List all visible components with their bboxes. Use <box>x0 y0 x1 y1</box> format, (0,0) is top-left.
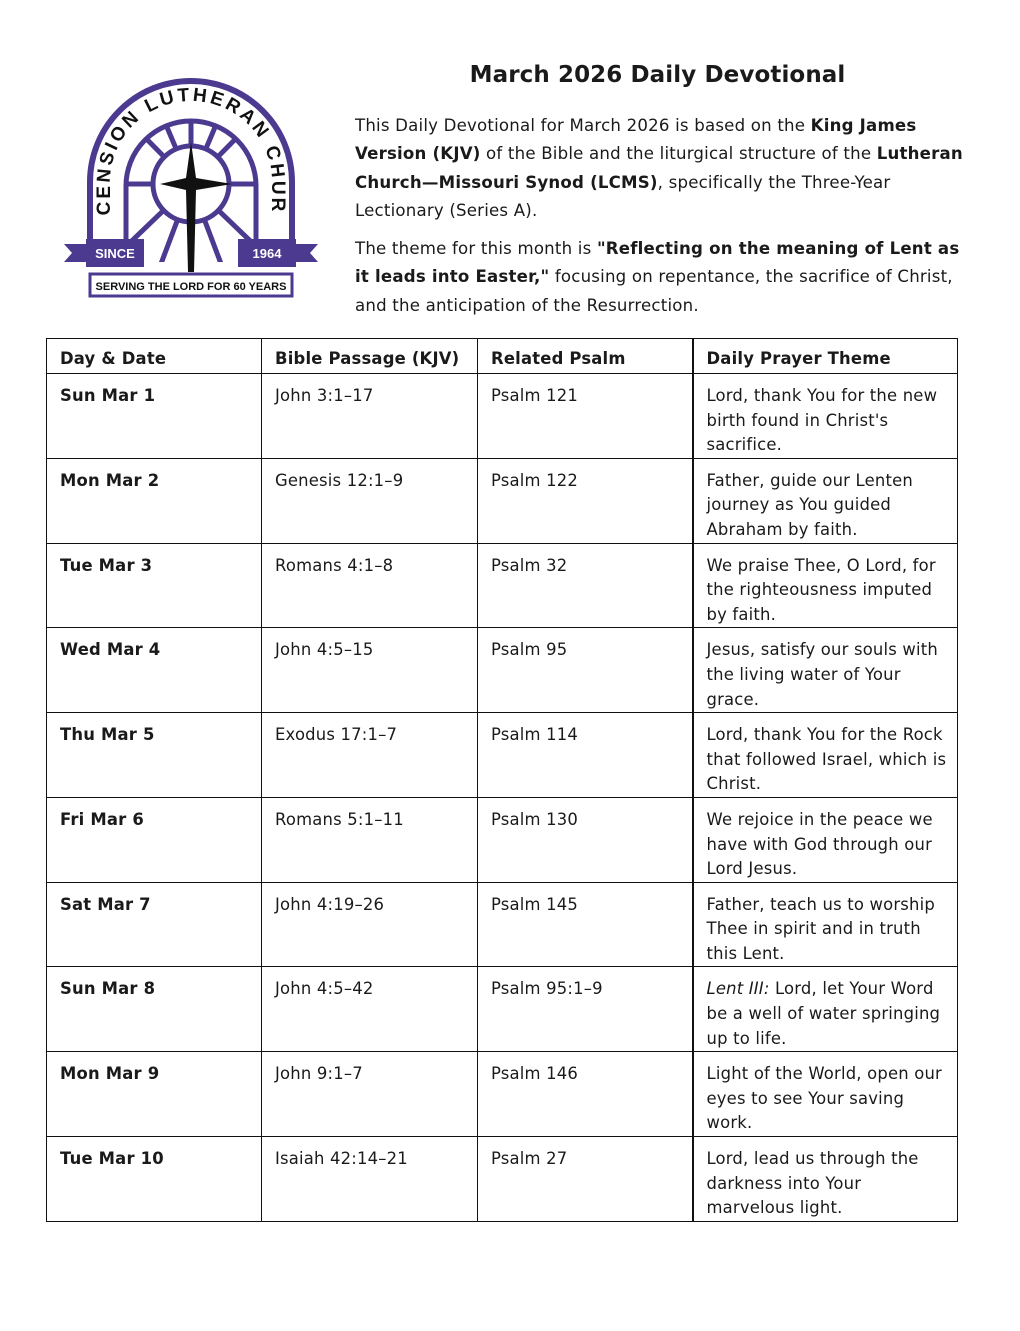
passage-cell: John 9:1–7 <box>262 1052 478 1137</box>
passage-cell: John 4:5–15 <box>262 628 478 713</box>
ribbon-tail-left <box>64 244 88 262</box>
day-cell: Mon Mar 2 <box>47 458 262 543</box>
prayer-cell <box>693 628 958 713</box>
prayer-text: Father, guide our Lenten journey as You guided Abraham by faith. <box>706 470 913 539</box>
prayer-text: Lord, thank You for the new birth found in Christ's sacrifice. <box>706 386 938 455</box>
passage-cell: Romans 5:1–11 <box>262 797 478 882</box>
prayer-cell <box>693 713 958 798</box>
table-row <box>47 713 958 798</box>
header-related-psalm: Related Psalm <box>478 339 693 374</box>
table-row <box>47 967 958 1052</box>
passage-cell: John 4:5–42 <box>262 967 478 1052</box>
day-cell: Mon Mar 9 <box>47 1052 262 1137</box>
day-cell: Sat Mar 7 <box>47 882 262 967</box>
passage-cell: John 3:1–17 <box>262 374 478 459</box>
prayer-text: We rejoice in the peace we have with God through our Lord Jesus. <box>706 809 933 879</box>
church-logo-emblem <box>60 62 322 302</box>
table-row <box>47 1052 958 1137</box>
prayer-cell <box>693 967 958 1052</box>
psalm-cell: Psalm 32 <box>478 543 693 628</box>
day-cell: Sun Mar 8 <box>47 967 262 1052</box>
intro-paragraph-1: This Daily Devotional for March 2026 is based on the King James Version (KJV) of the Bible and the liturgical structure of the Lutheran Church—Missouri Synod (LCMS), specifically the Three-Year Lectionary (Series A). <box>355 116 963 220</box>
prayer-text: Lord, thank You for the Rock that followed Israel, which is Christ. <box>706 725 947 794</box>
passage-cell: Genesis 12:1–9 <box>262 458 478 543</box>
header-day-date: Day & Date <box>47 339 262 374</box>
table-row <box>47 458 958 543</box>
passage-cell: Isaiah 42:14–21 <box>262 1137 478 1222</box>
psalm-cell: Psalm 145 <box>478 882 693 967</box>
psalm-cell: Psalm 114 <box>478 713 693 798</box>
prayer-text: Father, teach us to worship Thee in spirit and in truth this Lent. <box>706 894 935 963</box>
day-cell: Fri Mar 6 <box>47 797 262 882</box>
logo-arc-text: CENSION LUTHERAN CHUR <box>93 84 289 216</box>
psalm-cell: Psalm 121 <box>478 374 693 459</box>
header-bible-passage: Bible Passage (KJV) <box>262 339 478 374</box>
psalm-cell: Psalm 95:1–9 <box>478 967 693 1052</box>
prayer-text: Lord, lead us through the darkness into Your marvelous light. <box>706 1149 919 1218</box>
psalm-cell: Psalm 130 <box>478 797 693 882</box>
psalm-cell: Psalm 27 <box>478 1137 693 1222</box>
prayer-text: Jesus, satisfy our souls with the living water of Your grace. <box>706 640 938 709</box>
table-header-row <box>47 339 958 374</box>
prayer-text: Light of the World, open our eyes to see Your saving work. <box>706 1064 942 1133</box>
prayer-text: Lord, let Your Word be a well of water springing up to life. <box>706 979 941 1048</box>
intro-text <box>355 112 965 320</box>
ribbon-tail-right <box>294 244 318 262</box>
psalm-cell: Psalm 122 <box>478 458 693 543</box>
table-row <box>47 374 958 459</box>
prayer-cell <box>693 374 958 459</box>
passage-cell: Romans 4:1–8 <box>262 543 478 628</box>
table-row <box>47 797 958 882</box>
passage-cell: Exodus 17:1–7 <box>262 713 478 798</box>
devotional-table <box>46 338 958 1222</box>
table-row <box>47 882 958 967</box>
prayer-prefix: Lent III: <box>706 979 770 999</box>
psalm-cell: Psalm 146 <box>478 1052 693 1137</box>
passage-cell: John 4:19–26 <box>262 882 478 967</box>
table-row <box>47 1137 958 1222</box>
day-cell: Thu Mar 5 <box>47 713 262 798</box>
day-cell: Sun Mar 1 <box>47 374 262 459</box>
prayer-cell <box>693 797 958 882</box>
prayer-cell <box>693 882 958 967</box>
since-year: 1964 <box>252 246 282 261</box>
intro-paragraph-2: The theme for this month is "Reflecting on the meaning of Lent as it leads into Easter," focusing on repentance, the sacrifice of Christ, and the anticipation of the Resurrection. <box>355 239 960 315</box>
prayer-cell <box>693 458 958 543</box>
prayer-cell <box>693 1052 958 1137</box>
day-cell: Tue Mar 3 <box>47 543 262 628</box>
day-cell: Wed Mar 4 <box>47 628 262 713</box>
church-logo <box>60 62 322 302</box>
prayer-cell <box>693 543 958 628</box>
table-row <box>47 628 958 713</box>
day-cell: Tue Mar 10 <box>47 1137 262 1222</box>
since-label: SINCE <box>95 246 135 261</box>
table-row <box>47 543 958 628</box>
psalm-cell: Psalm 95 <box>478 628 693 713</box>
header-prayer-theme: Daily Prayer Theme <box>693 339 958 374</box>
prayer-text: We praise Thee, O Lord, for the righteousness imputed by faith. <box>706 555 936 624</box>
prayer-cell <box>693 1137 958 1222</box>
page-title: March 2026 Daily Devotional <box>469 62 846 88</box>
logo-tagline: SERVING THE LORD FOR 60 YEARS <box>95 281 287 293</box>
